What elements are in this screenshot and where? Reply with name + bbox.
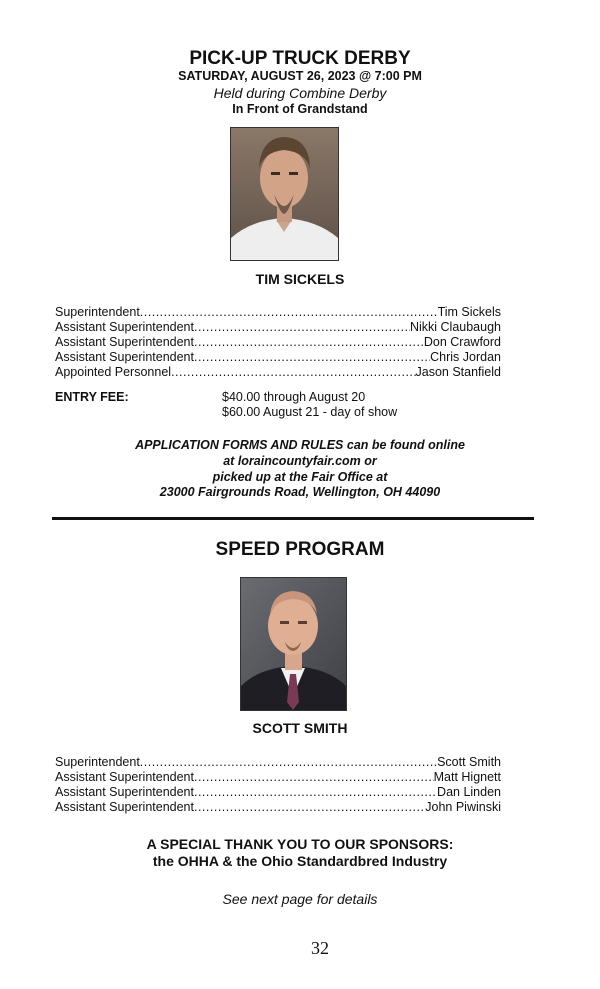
derby-date: SATURDAY, AUGUST 26, 2023 @ 7:00 PM: [178, 69, 422, 83]
staff-row: [55, 320, 501, 335]
derby-held-during: Held during Combine Derby: [213, 85, 387, 101]
staff-person: Jason Stanfield: [415, 365, 501, 379]
staff-person: Tim Sickels: [437, 305, 501, 319]
speed-staff-list: [55, 755, 501, 815]
derby-staff-list: [55, 305, 501, 380]
portrait-image: [241, 578, 346, 710]
section-divider: [52, 517, 534, 520]
application-line: 23000 Fairgrounds Road, Wellington, OH 44090: [159, 485, 441, 499]
staff-person: Nikki Claubaugh: [409, 320, 501, 334]
entry-fee-line: $40.00 through August 20: [222, 390, 366, 404]
sponsor-thanks-line: A SPECIAL THANK YOU TO OUR SPONSORS:: [146, 836, 454, 852]
entry-fee-line: $60.00 August 21 - day of show: [222, 405, 398, 419]
staff-row: [55, 770, 501, 785]
staff-role: Assistant Superintendent: [55, 785, 194, 799]
staff-role: Superintendent: [55, 305, 140, 319]
derby-location: In Front of Grandstand: [232, 102, 368, 116]
staff-person: Matt Hignett: [433, 770, 501, 784]
sponsor-thanks-line: the OHHA & the Ohio Standardbred Industry: [152, 853, 448, 869]
staff-person: John Piwinski: [425, 800, 501, 814]
staff-role: Assistant Superintendent: [55, 320, 194, 334]
staff-person: Dan Linden: [437, 785, 501, 799]
staff-role: Assistant Superintendent: [55, 770, 194, 784]
entry-fee-label: ENTRY FEE:: [55, 390, 129, 404]
leader-dots: [194, 800, 425, 815]
staff-row: [55, 755, 501, 770]
staff-row: [55, 365, 501, 380]
leader-dots: [140, 755, 437, 770]
scott-smith-photo: [240, 577, 347, 711]
scott-smith-name: SCOTT SMITH: [252, 720, 348, 736]
staff-role: Superintendent: [55, 755, 140, 769]
leader-dots: [171, 365, 415, 380]
leader-dots: [194, 350, 430, 365]
staff-person: Chris Jordan: [430, 350, 501, 364]
leader-dots: [194, 335, 424, 350]
staff-person: Scott Smith: [437, 755, 501, 769]
portrait-image: [231, 128, 338, 260]
staff-row: [55, 785, 501, 800]
speed-title: SPEED PROGRAM: [215, 539, 385, 560]
staff-row: [55, 800, 501, 815]
staff-role: Assistant Superintendent: [55, 800, 194, 814]
staff-role: Appointed Personnel: [55, 365, 172, 379]
tim-sickels-photo: [230, 127, 339, 261]
see-next-page: See next page for details: [222, 891, 378, 907]
staff-row: [55, 305, 501, 320]
leader-dots: [194, 320, 410, 335]
page-number: 32: [311, 938, 329, 958]
staff-row: [55, 335, 501, 350]
application-line: APPLICATION FORMS AND RULES can be found online: [135, 438, 465, 452]
staff-row: [55, 350, 501, 365]
application-line: at loraincountyfair.com or: [223, 454, 377, 468]
staff-person: Don Crawford: [423, 335, 501, 349]
staff-role: Assistant Superintendent: [55, 335, 194, 349]
leader-dots: [194, 770, 434, 785]
leader-dots: [140, 305, 438, 320]
leader-dots: [194, 785, 437, 800]
staff-role: Assistant Superintendent: [55, 350, 194, 364]
application-line: picked up at the Fair Office at: [212, 470, 388, 484]
derby-title: PICK-UP TRUCK DERBY: [189, 48, 411, 69]
tim-sickels-name: TIM SICKELS: [255, 271, 345, 287]
